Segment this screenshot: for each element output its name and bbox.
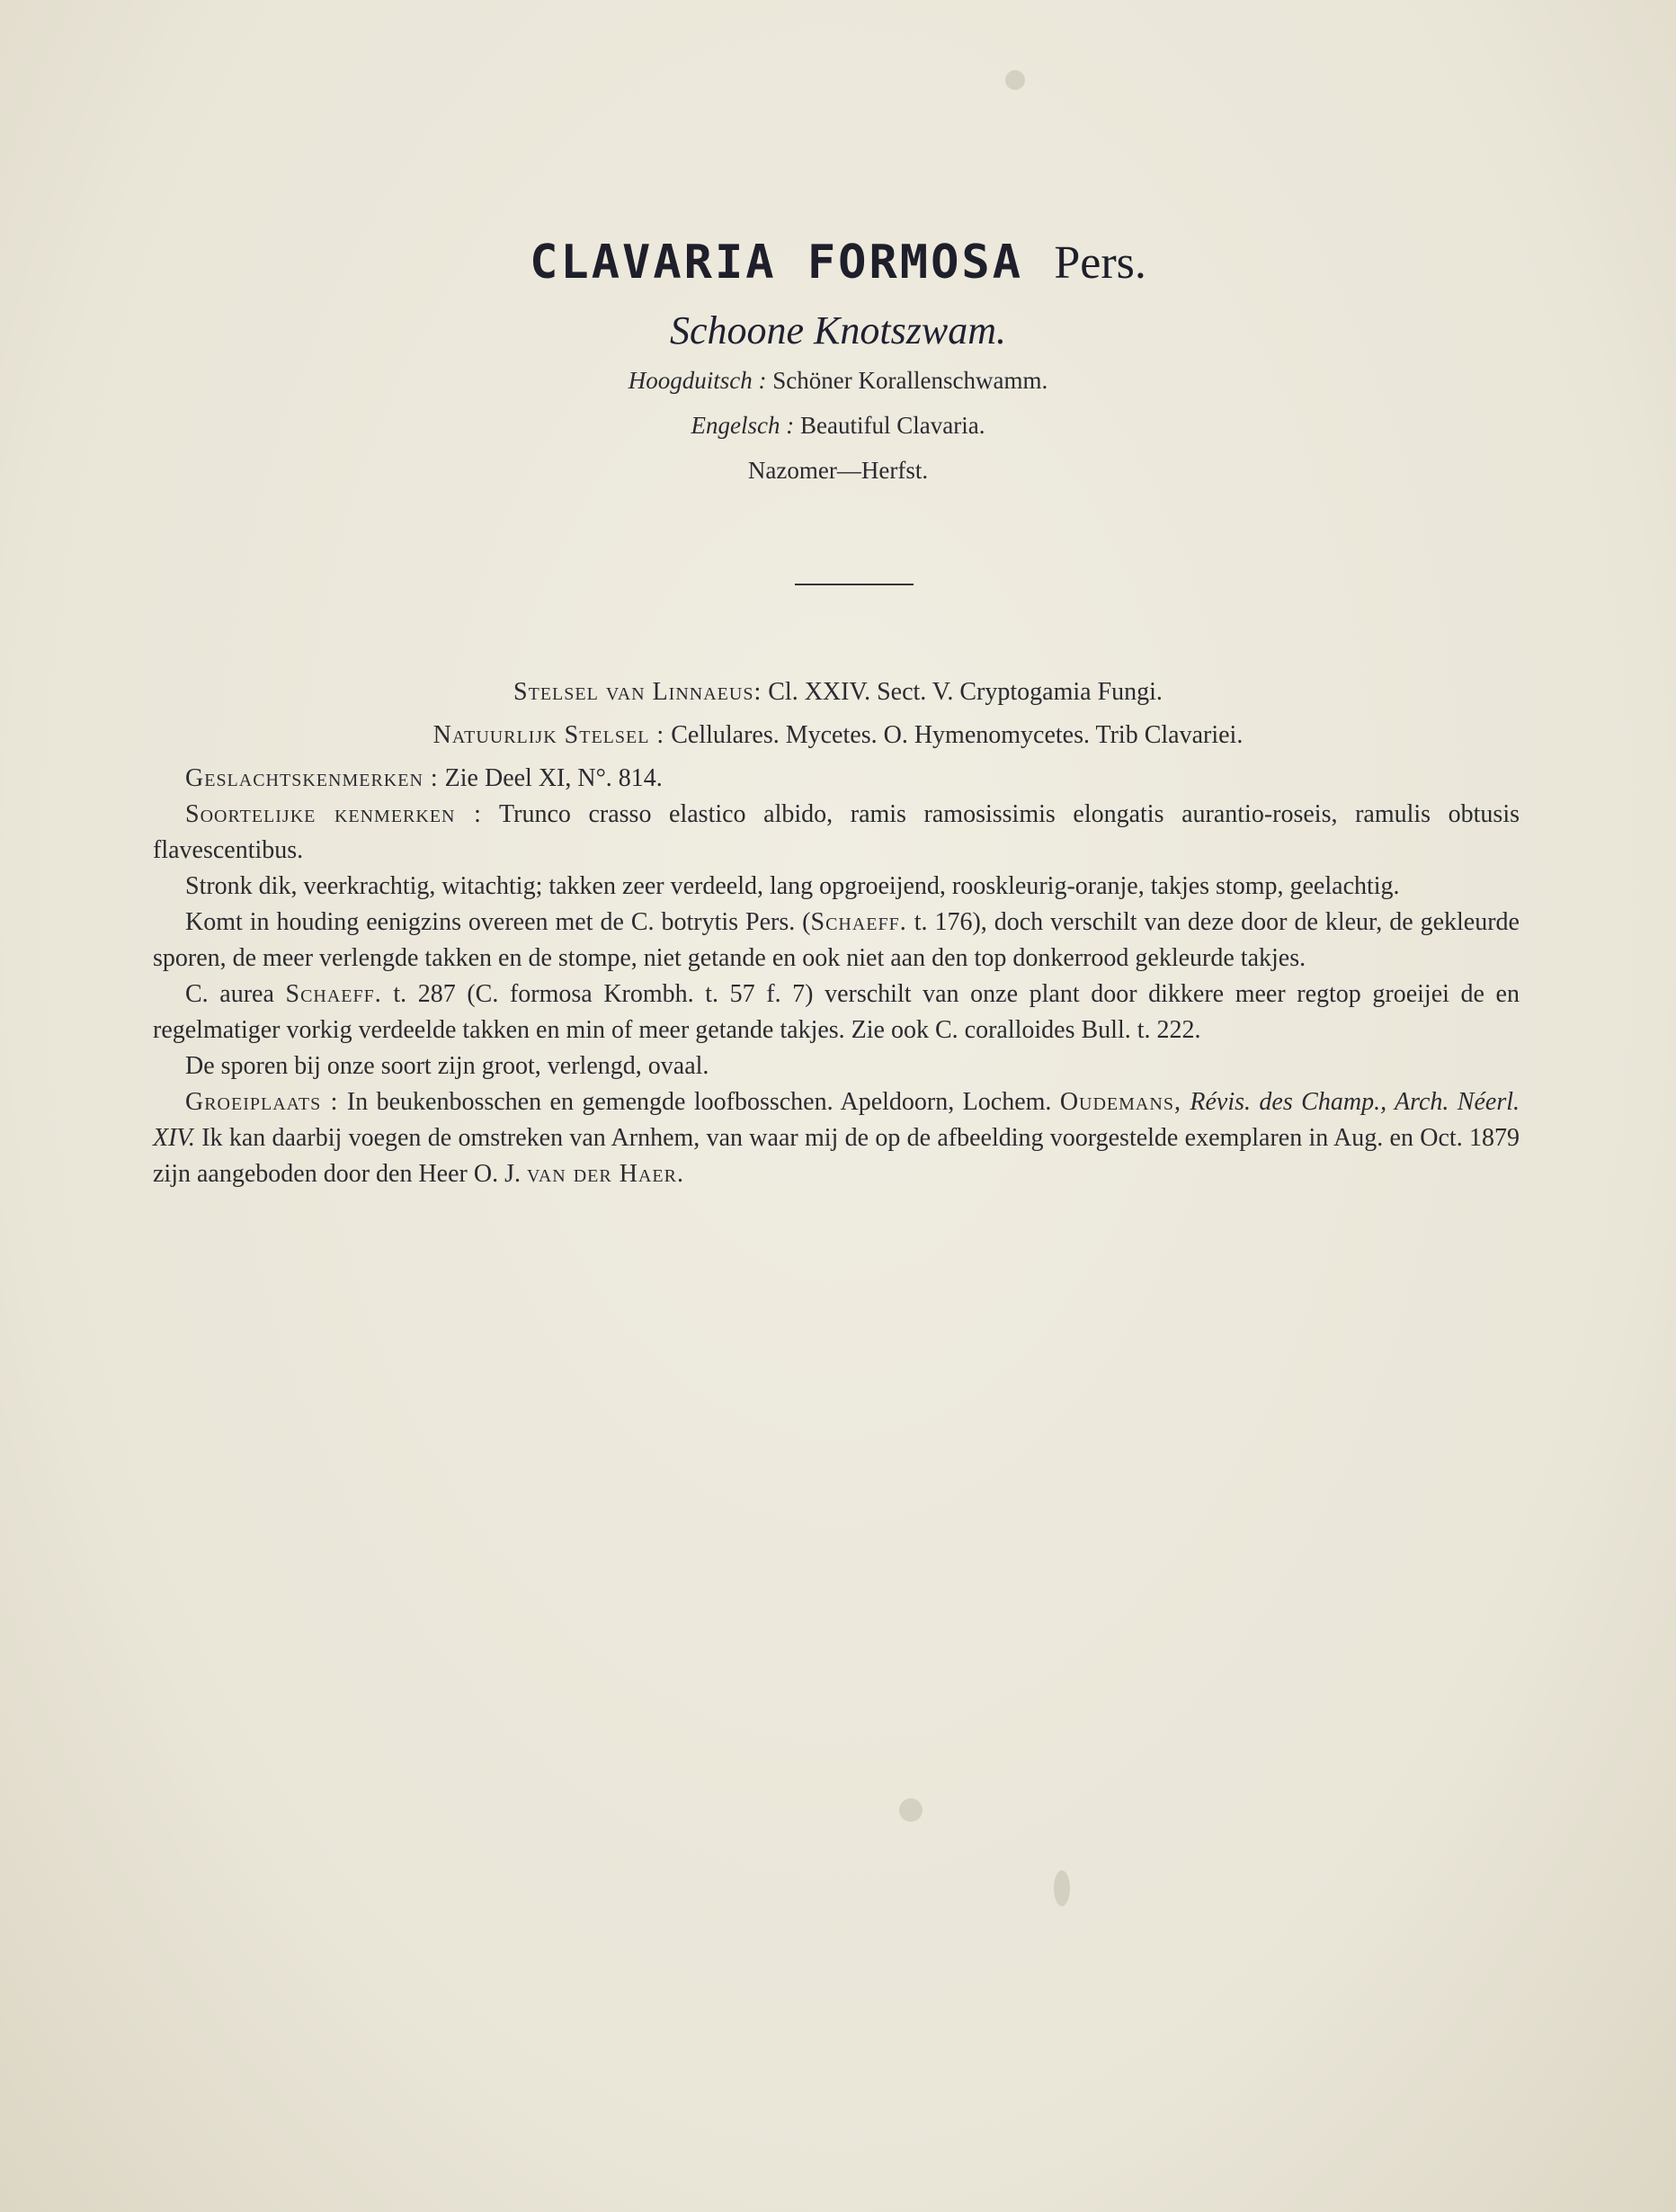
german-name: Schöner Korallenschwamm. — [772, 367, 1048, 394]
species-label: Soortelijke kenmerken : — [185, 800, 482, 828]
habitat-paragraph — [153, 1084, 1520, 1192]
page-title — [0, 236, 1676, 290]
species-value: Trunco crasso elastico albido, ramis ramosissimis elongatis aurantio-roseis, ramulis obtusis flavescentibus. — [153, 800, 1520, 864]
genus-value: Zie Deel XI, N°. 814. — [444, 764, 663, 792]
natural-value: Cellulares. Mycetes. O. Hymenomycetes. Trib Clavariei. — [671, 721, 1244, 749]
aurea-ref: Schaeff. — [285, 980, 382, 1008]
habitat-label: Groeiplaats : — [185, 1088, 339, 1116]
english-name: Beautiful Clavaria. — [800, 412, 985, 439]
stem-paragraph: Stronk dik, veerkrachtig, witachtig; takken zeer verdeeld, lang opgroeijend, rooskleurig-oranje, takjes stomp, geelachtig. — [185, 872, 1400, 900]
linnaeus-system-line — [0, 678, 1676, 707]
comparison-paragraph — [153, 905, 1520, 977]
german-name-line — [0, 367, 1676, 395]
english-label: Engelsch : — [691, 412, 795, 439]
english-name-line — [0, 412, 1676, 440]
divider-rule — [795, 584, 914, 585]
season-line: Nazomer—Herfst. — [747, 457, 929, 484]
natural-label: Natuurlijk Stelsel : — [432, 721, 665, 749]
title-author: Pers. — [1054, 237, 1146, 289]
aurea-text-b: t. 287 (C. formosa Krombh. t. 57 f. 7) verschilt van onze plant door dikkere meer regtop groeijei de en regelmatiger vorkig verdeelde takken en min of meer getande takjes. Zie ook C. coralloides Bull. t. 222. — [153, 980, 1520, 1044]
aurea-paragraph — [153, 977, 1520, 1048]
habitat-text-a: In beukenbosschen en gemengde loofbosschen. Apeldoorn, Lochem. — [346, 1088, 1052, 1116]
habitat-text-b: Ik kan daarbij voegen de omstreken van Arnhem, van waar mij de op de afbeelding voorgestelde exemplaren in Aug. en Oct. 1879 zijn aangeboden door den Heer O. J. — [153, 1124, 1520, 1188]
description-body — [153, 761, 1520, 1192]
german-label: Hoogduitsch : — [628, 367, 767, 394]
linnaeus-value: Cl. XXIV. Sect. V. Cryptogamia Fungi. — [768, 678, 1163, 706]
comparison-ref: Schaeff. — [810, 908, 907, 936]
natural-system-line — [0, 721, 1676, 750]
habitat-donor: van der Haer. — [526, 1160, 684, 1188]
habitat-author: Oudemans, — [1059, 1088, 1181, 1116]
aurea-text-a: C. aurea — [185, 980, 286, 1008]
species-paragraph — [153, 797, 1520, 869]
genus-paragraph — [153, 761, 1520, 797]
linnaeus-label: Stelsel van Linnaeus: — [513, 678, 762, 706]
comparison-text-b: t. 176), doch verschilt van deze door de kleur, de gekleurde sporen, de meer verlengde takken en de stompe, niet getande en ook niet aan den top donkerrood gekleurde takjes. — [153, 908, 1520, 972]
paper-spot — [1005, 70, 1025, 90]
paper-spot — [1054, 1870, 1070, 1906]
comparison-text-a: Komt in houding eenigzins overeen met de C. botrytis Pers. ( — [185, 908, 811, 936]
paper-spot — [899, 1798, 923, 1822]
habitat-reference: Révis. des Champ., Arch. Néerl. XIV. — [153, 1088, 1520, 1152]
dutch-common-name: Schoone Knotszwam. — [670, 308, 1006, 352]
genus-label: Geslachtskenmerken : — [185, 764, 439, 792]
title-species: CLAVARIA FORMOSA — [530, 236, 1024, 290]
spores-paragraph: De sporen bij onze soort zijn groot, verlengd, ovaal. — [185, 1052, 709, 1080]
